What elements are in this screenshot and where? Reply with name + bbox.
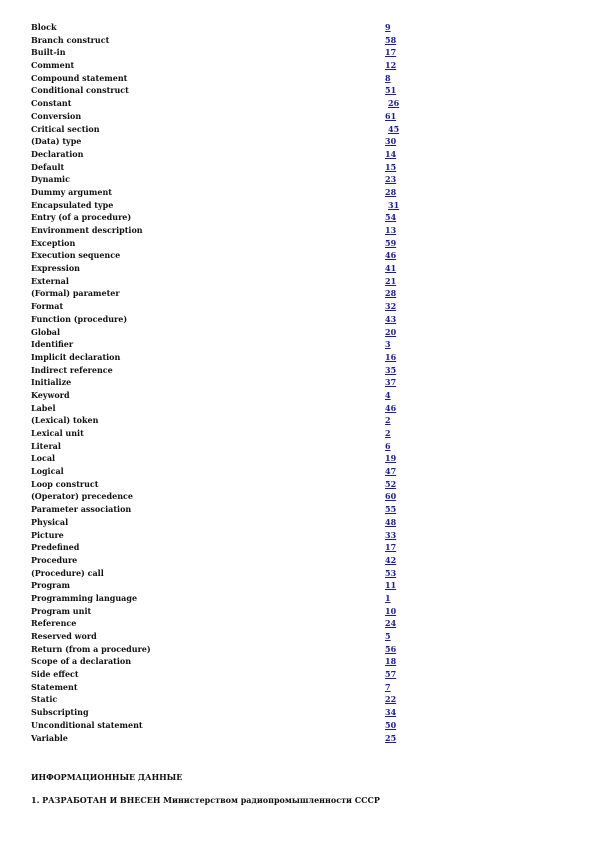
index-term: Program (31, 580, 71, 591)
index-term: Critical section (31, 123, 100, 134)
index-term: Statement (31, 681, 78, 692)
index-page-link[interactable]: 50 (385, 719, 397, 730)
index-row (31, 224, 451, 237)
index-page-link[interactable]: 13 (385, 225, 397, 235)
index-row (31, 161, 451, 174)
index-term: Static (31, 694, 58, 705)
index-page-link[interactable]: 42 (385, 554, 397, 565)
index-page-link[interactable]: 24 (385, 618, 397, 629)
index-page-link[interactable]: 30 (385, 136, 397, 147)
index-row (31, 681, 451, 694)
index-page-link[interactable]: 57 (385, 669, 397, 680)
index-term: Dynamic (31, 174, 70, 185)
index-page-link[interactable]: 11 (385, 580, 397, 591)
index-page-link[interactable]: 54 (385, 212, 397, 223)
index-page-link[interactable]: 23 (385, 174, 397, 185)
index-row (31, 592, 451, 605)
index-row (31, 668, 451, 681)
index-page-link[interactable]: 7 (385, 681, 391, 692)
index-term: Global (31, 326, 61, 337)
index-page-link[interactable]: 6 (385, 440, 391, 451)
index-row (31, 364, 451, 377)
index-row (31, 516, 451, 529)
index-term: Side effect (31, 669, 79, 680)
index-page-link[interactable]: 51 (385, 85, 397, 96)
index-row (31, 554, 451, 567)
index-page-link[interactable]: 26 (388, 98, 400, 109)
index-page-link[interactable]: 47 (385, 466, 397, 477)
term-index (31, 21, 451, 744)
index-page-link[interactable]: 5 (385, 631, 391, 641)
index-term: Predefined (31, 542, 80, 553)
index-row (31, 376, 451, 389)
index-term: External (31, 275, 69, 286)
index-term: Conditional construct (31, 85, 129, 96)
index-page-link[interactable]: 33 (385, 529, 397, 540)
index-term: Dummy argument (31, 186, 112, 197)
index-page-link[interactable]: 46 (385, 402, 397, 413)
index-term: Loop construct (31, 478, 99, 489)
index-page-link[interactable]: 43 (385, 313, 397, 324)
index-page-link[interactable]: 25 (385, 732, 397, 743)
index-term: Block (31, 22, 57, 32)
index-term: Format (31, 301, 64, 312)
index-row (31, 211, 451, 224)
index-row (31, 287, 451, 300)
index-page-link[interactable]: 32 (385, 301, 397, 312)
index-row (31, 427, 451, 440)
index-page-link[interactable]: 17 (385, 542, 397, 553)
index-row (31, 630, 451, 643)
index-term: Encapsulated type (31, 199, 114, 210)
index-row (31, 605, 451, 618)
index-page-link[interactable]: 3 (385, 339, 391, 350)
index-term: Lexical unit (31, 428, 84, 438)
index-row (31, 173, 451, 186)
info-heading: ИНФОРМАЦИОННЫЕ ДАННЫЕ (31, 772, 183, 782)
index-page-link[interactable]: 14 (385, 148, 397, 159)
index-page-link[interactable]: 16 (385, 351, 397, 362)
index-term: Local (31, 453, 56, 464)
index-row (31, 199, 451, 212)
index-term: Parameter association (31, 504, 132, 515)
index-term: Procedure (31, 554, 78, 565)
index-row (31, 643, 451, 656)
index-page-link[interactable]: 34 (385, 707, 397, 718)
index-row (31, 655, 451, 668)
index-row (31, 617, 451, 630)
index-term: (Operator) precedence (31, 491, 133, 502)
index-page-link[interactable]: 1 (385, 592, 391, 603)
index-term: Expression (31, 263, 80, 274)
index-row (31, 237, 451, 250)
index-row (31, 97, 451, 110)
index-page-link[interactable]: 8 (385, 72, 391, 83)
index-page-link[interactable]: 59 (385, 237, 397, 248)
index-row (31, 313, 451, 326)
index-term: Return (from a procedure) (31, 643, 151, 654)
info-item-1: 1. РАЗРАБОТАН И ВНЕСЕН Министерством радиопромышленности СССР (31, 795, 380, 805)
index-term: Literal (31, 440, 61, 451)
index-page-link[interactable]: 46 (385, 250, 397, 261)
index-page-link[interactable]: 21 (385, 275, 397, 286)
index-row (31, 414, 451, 427)
index-row (31, 72, 451, 85)
index-row (31, 389, 451, 402)
index-row (31, 338, 451, 351)
index-row (31, 186, 451, 199)
index-page-link[interactable]: 31 (388, 199, 400, 210)
index-page-link[interactable]: 41 (385, 263, 397, 274)
index-term: (Lexical) token (31, 415, 99, 426)
index-term: (Procedure) call (31, 567, 104, 578)
index-term: (Data) type (31, 136, 82, 147)
index-page-link[interactable]: 28 (385, 288, 397, 299)
index-row (31, 732, 451, 745)
index-page-link[interactable]: 18 (385, 656, 397, 667)
index-page-link[interactable]: 17 (385, 47, 397, 58)
index-term: Initialize (31, 377, 72, 388)
index-row (31, 503, 451, 516)
index-term: Default (31, 161, 65, 172)
index-row (31, 452, 451, 465)
index-term: Unconditional statement (31, 719, 143, 730)
index-term: Function (procedure) (31, 313, 128, 324)
index-row (31, 490, 451, 503)
index-page-link[interactable]: 28 (385, 186, 397, 197)
index-term: Exception (31, 237, 76, 248)
index-page-link[interactable]: 55 (385, 504, 397, 515)
index-page-link[interactable]: 53 (385, 567, 397, 578)
index-page-link[interactable]: 35 (385, 364, 397, 375)
index-row (31, 567, 451, 580)
index-term: Program unit (31, 605, 92, 616)
index-row (31, 326, 451, 339)
index-term: Entry (of a procedure) (31, 212, 132, 223)
index-row (31, 249, 451, 262)
index-term: Variable (31, 732, 68, 743)
index-page-link[interactable]: 15 (385, 161, 397, 172)
index-row (31, 529, 451, 542)
index-row (31, 478, 451, 491)
index-page-link[interactable]: 58 (385, 34, 397, 45)
index-term: Conversion (31, 110, 82, 121)
index-row (31, 706, 451, 719)
index-term: Reference (31, 618, 77, 629)
index-term: Declaration (31, 148, 84, 159)
index-row (31, 123, 451, 136)
index-page-link[interactable]: 22 (385, 694, 397, 705)
index-term: (Formal) parameter (31, 288, 120, 299)
index-row (31, 579, 451, 592)
index-term: Compound statement (31, 72, 128, 83)
index-row (31, 110, 451, 123)
index-page-link[interactable]: 48 (385, 516, 397, 527)
index-term: Implicit declaration (31, 351, 121, 362)
index-term: Environment description (31, 225, 143, 235)
index-page-link[interactable]: 9 (385, 22, 391, 32)
index-page-link[interactable]: 61 (385, 110, 397, 121)
index-row (31, 46, 451, 59)
index-page-link[interactable]: 45 (388, 123, 400, 134)
index-row (31, 693, 451, 706)
index-term: Built-in (31, 47, 66, 58)
index-row (31, 351, 451, 364)
index-term: Keyword (31, 389, 70, 400)
index-row (31, 148, 451, 161)
index-page-link[interactable]: 2 (385, 415, 391, 426)
index-term: Picture (31, 529, 64, 540)
index-page-link[interactable]: 56 (385, 643, 397, 654)
index-page-link[interactable]: 37 (385, 377, 397, 388)
index-term: Branch construct (31, 34, 110, 45)
index-row (31, 262, 451, 275)
index-row (31, 719, 451, 732)
index-term: Logical (31, 466, 64, 477)
index-row (31, 275, 451, 288)
index-term: Reserved word (31, 631, 97, 641)
index-page-link[interactable]: 2 (385, 428, 391, 438)
index-page-link[interactable]: 4 (385, 389, 391, 400)
index-row (31, 21, 451, 34)
index-term: Comment (31, 60, 75, 71)
index-page-link[interactable]: 19 (385, 453, 397, 464)
index-term: Physical (31, 516, 69, 527)
index-row (31, 440, 451, 453)
index-term: Programming language (31, 592, 138, 603)
index-term: Scope of a declaration (31, 656, 132, 667)
index-term: Execution sequence (31, 250, 121, 261)
index-page-link[interactable]: 12 (385, 60, 397, 71)
index-row (31, 135, 451, 148)
index-row (31, 465, 451, 478)
index-term: Constant (31, 98, 72, 109)
index-term: Indirect reference (31, 364, 113, 375)
index-row (31, 84, 451, 97)
index-term: Label (31, 402, 56, 413)
index-page-link[interactable]: 60 (385, 491, 397, 502)
index-term: Subscripting (31, 707, 89, 718)
index-page-link[interactable]: 52 (385, 478, 397, 489)
index-page-link[interactable]: 10 (385, 605, 397, 616)
index-page-link[interactable]: 20 (385, 326, 397, 337)
index-row (31, 300, 451, 313)
index-row (31, 402, 451, 415)
index-row (31, 59, 451, 72)
index-row (31, 541, 451, 554)
index-row (31, 34, 451, 47)
index-term: Identifier (31, 339, 74, 350)
